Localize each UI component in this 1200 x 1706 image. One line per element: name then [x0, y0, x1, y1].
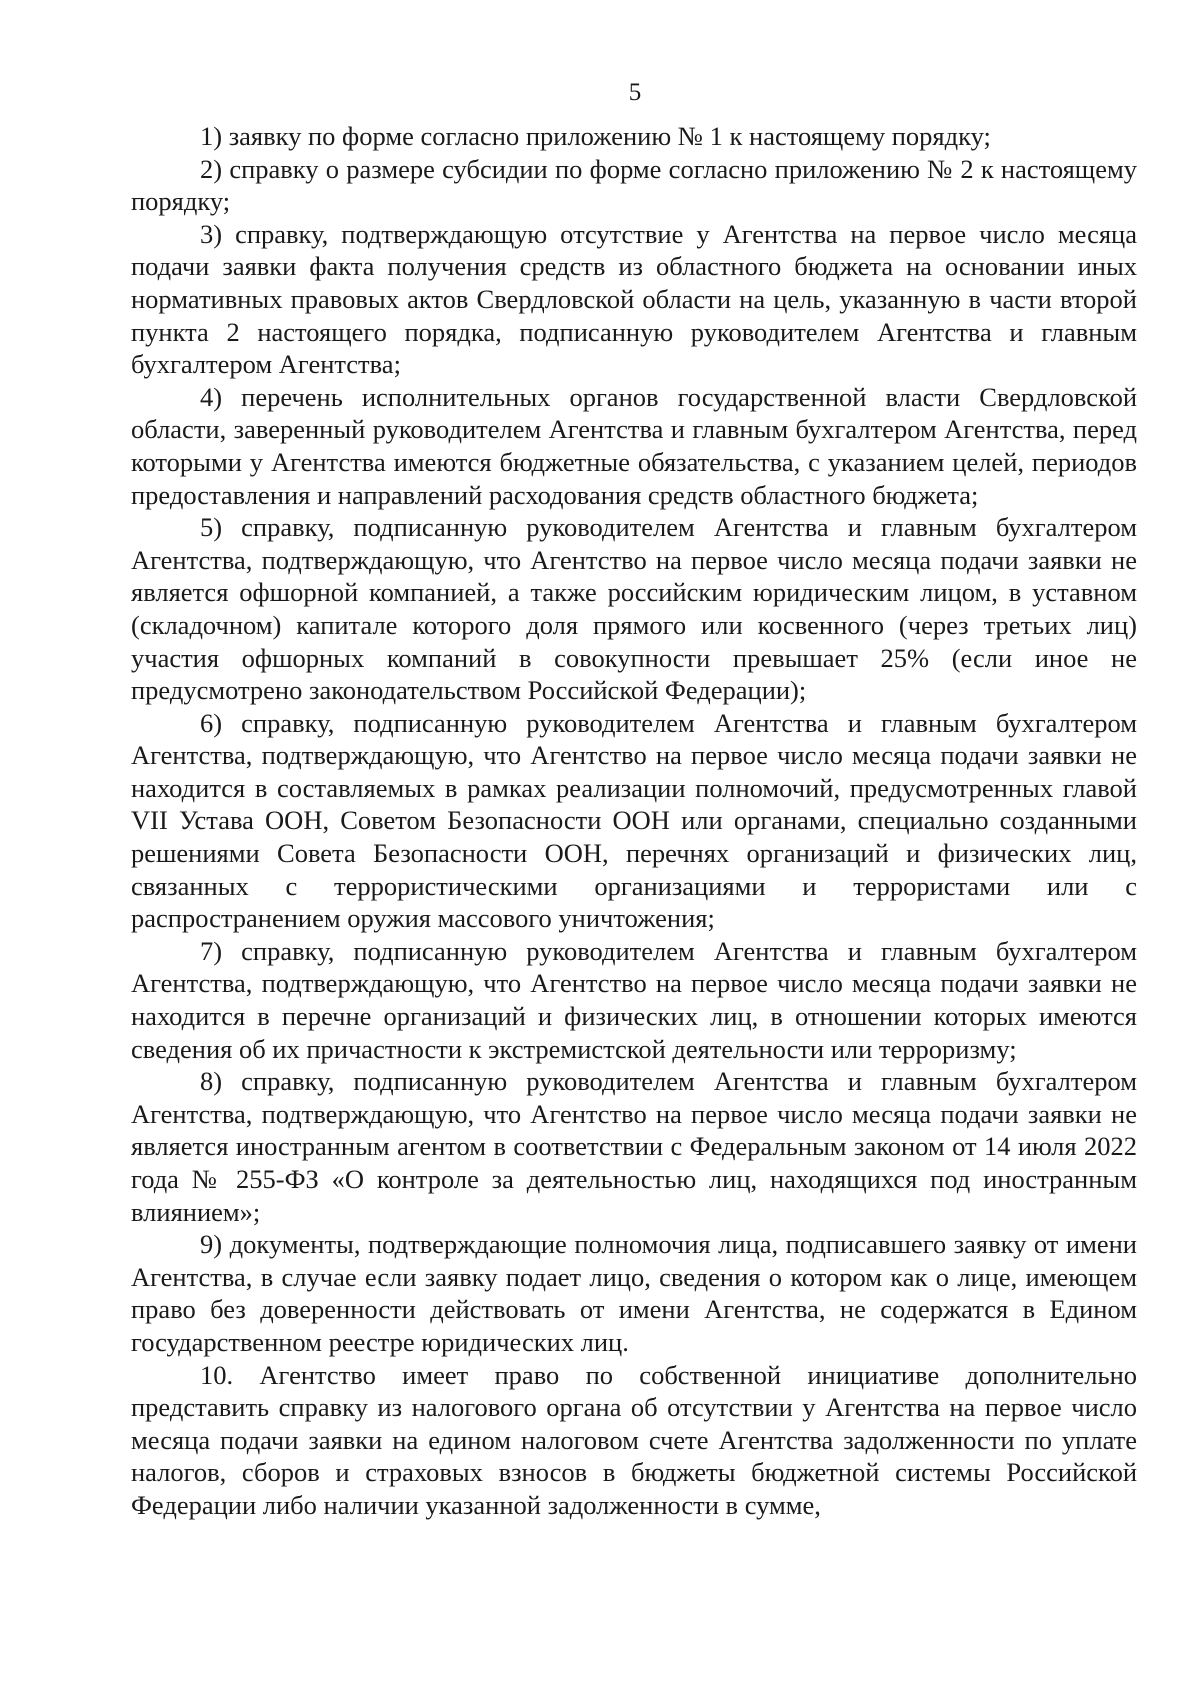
list-item-6: 6) справку, подписанную руководителем Агентства и главным бухгалтером Агентства, подтверждающую, что Агентство на первое число месяца подачи заявки не находится в составляемых в рамках реализации полномочий, предусмотренных главой VII Устава ООН, Советом Безопасности ООН или органами, специально созданными решениями Совета Безопасности ООН, перечнях организаций и физических лиц, связанных с террористическими организациями и террористами или с распространением оружия массового уничтожения; [131, 707, 1137, 934]
list-item-8: 8) справку, подписанную руководителем Агентства и главным бухгалтером Агентства, подтверждающую, что Агентство на первое число месяца подачи заявки не является иностранным агентом в соответствии с Федеральным законом от 14 июля 2022 года № 255-ФЗ «О контроле за деятельностью лиц, находящихся под иностранным влиянием»; [131, 1066, 1137, 1227]
list-item-7: 7) справку, подписанную руководителем Агентства и главным бухгалтером Агентства, подтверждающую, что Агентство на первое число месяца подачи заявки не находится в перечне организаций и физических лиц, в отношении которых имеются сведения об их причастности к экстремистской деятельности или терроризму; [131, 935, 1137, 1064]
page-number: 5 [628, 79, 642, 106]
section-10-paragraph: 10. Агентство имеет право по собственной инициативе дополнительно представить справку из налогового органа об отсутствии у Агентства на первое число месяца подачи заявки на едином налоговом счете Агентства задолженности по уплате налогов, сборов и страховых взносов в бюджеты бюджетной системы Российской Федерации либо наличии указанной задолженности в сумме, [131, 1359, 1137, 1520]
document-body [131, 120, 1137, 1522]
list-item-1: 1) заявку по форме согласно приложению № 1 к настоящему порядку; [200, 121, 991, 151]
list-item-3: 3) справку, подтверждающую отсутствие у Агентства на первое число месяца подачи заявки факта получения средств из областного бюджета на основании иных нормативных правовых актов Свердловской области на цель, указанную в части второй пункта 2 настоящего порядка, подписанную руководителем Агентства и главным бухгалтером Агентства; [131, 218, 1137, 380]
list-item-2: 2) справку о размере субсидии по форме согласно приложению № 2 к настоящему порядку; [131, 153, 1137, 217]
list-item-5: 5) справку, подписанную руководителем Агентства и главным бухгалтером Агентства, подтверждающую, что Агентство на первое число месяца подачи заявки не является офшорной компанией, а также российским юридическим лицом, в уставном (складочном) капитале которого доля прямого или косвенного (через третьих лиц) участия офшорных компаний в совокупности превышает 25% (если иное не предусмотрено законодательством Российской Федерации); [131, 512, 1137, 706]
list-item-4: 4) перечень исполнительных органов государственной власти Свердловской области, заверенный руководителем Агентства и главным бухгалтером Агентства, перед которыми у Агентства имеются бюджетные обязательства, с указанием целей, периодов предоставления и направлений расходования средств областного бюджета; [131, 381, 1137, 510]
list-item-9: 9) документы, подтверждающие полномочия лица, подписавшего заявку от имени Агентства, в случае если заявку подает лицо, сведения о котором как о лице, имеющем право без доверенности действовать от имени Агентства, не содержатся в Едином государственном реестре юридических лиц. [131, 1229, 1137, 1357]
